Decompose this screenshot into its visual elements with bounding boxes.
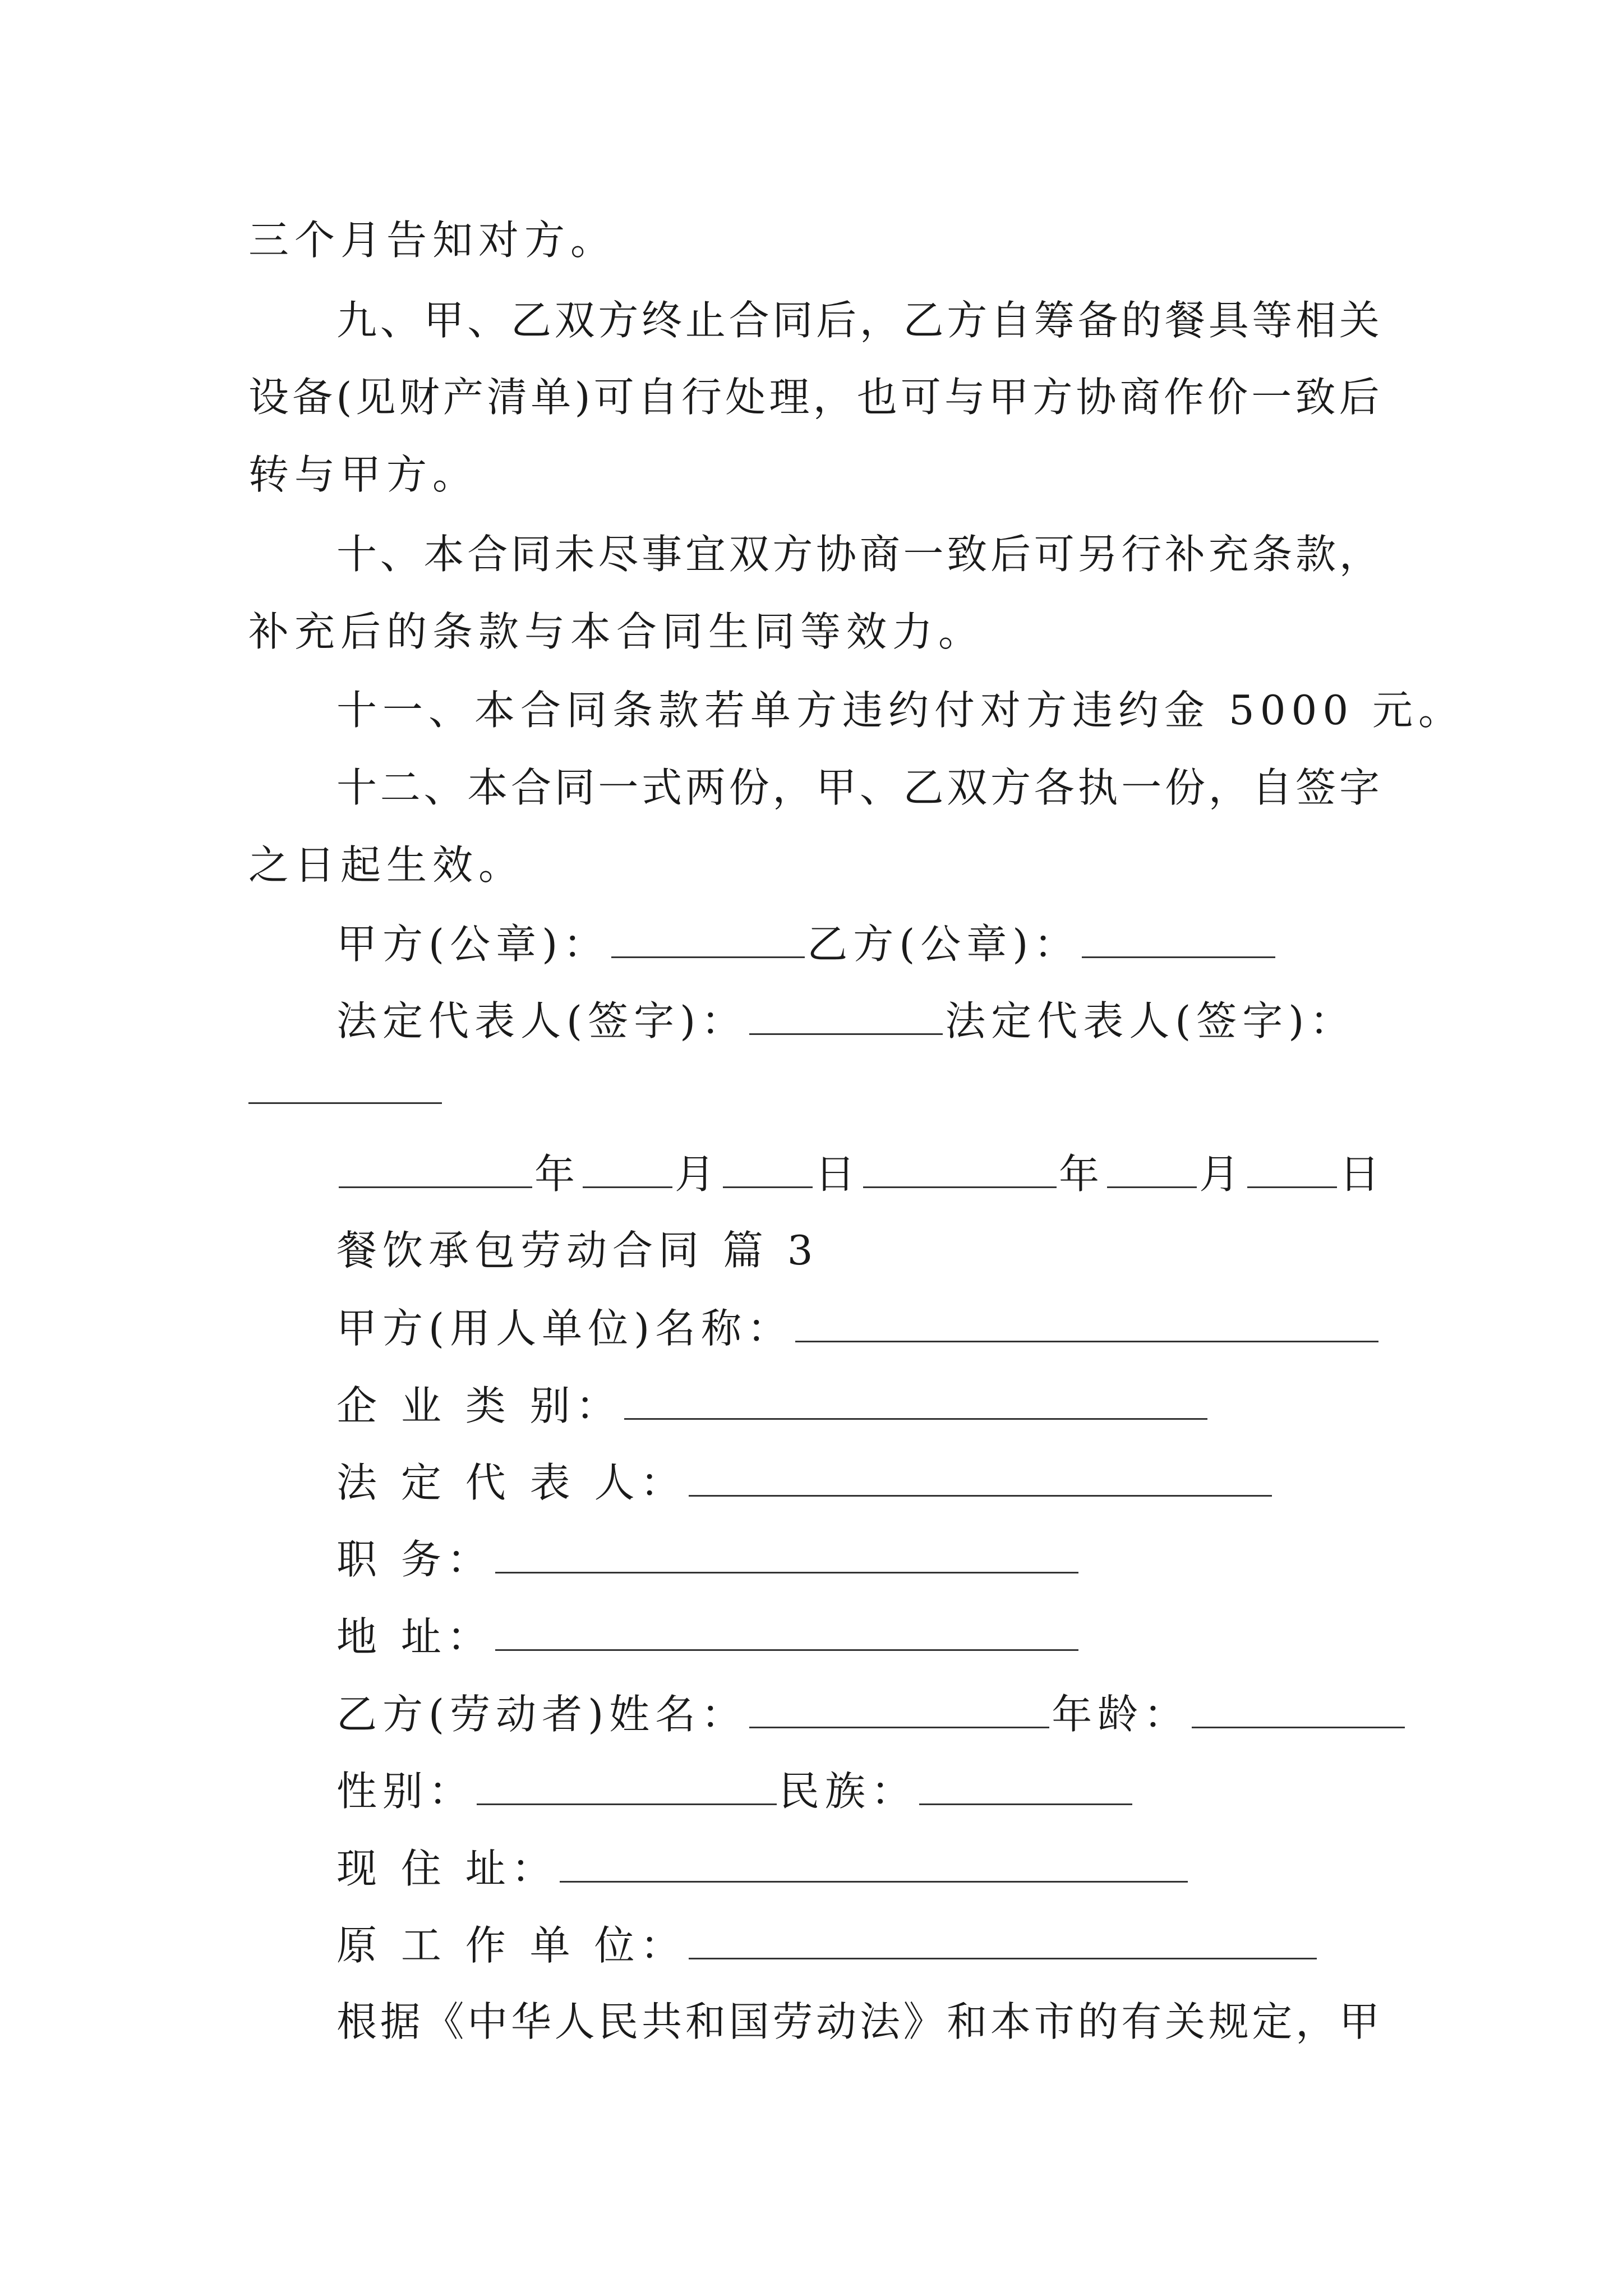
party-a-seal-label: 甲方(公章)： [336, 921, 610, 968]
employer-name-row [336, 1305, 1381, 1352]
month-blank-a [583, 1153, 672, 1188]
enterprise-type-label: 企 业 类 别： [336, 1382, 622, 1429]
clause-12-line-1: 十 二 、 本 合 同 一 式 两 份 ， 甲 、 乙 双 方 各 执 一 份 ， 自 签 字 [336, 764, 1380, 811]
basis-line: 根 据 《 中 华 人 民 共 和 国 劳 动 法 》 和 本 市 的 有 关 规 定 ， 甲 [336, 1998, 1380, 2045]
former-employer-label: 原 工 作 单 位： [336, 1922, 686, 1969]
date-row [336, 1151, 1386, 1198]
worker-name-label: 乙方(劳动者)姓名： [336, 1691, 748, 1738]
ethnicity-label: 民族： [779, 1768, 917, 1815]
age-blank [1192, 1693, 1405, 1728]
enterprise-type-row [336, 1382, 1210, 1429]
year-blank-b [863, 1153, 1057, 1188]
clause-10-line-2: 补充后的条款与本合同生同等效力。 [248, 608, 985, 655]
year-blank-a [339, 1153, 532, 1188]
year-label: 年 [534, 1151, 581, 1198]
employer-name-label: 甲方(用人单位)名称： [336, 1305, 794, 1352]
position-row [336, 1536, 1081, 1583]
month-label: 月 [675, 1151, 721, 1198]
worker-row [336, 1691, 1407, 1738]
current-address-blank [560, 1847, 1188, 1883]
position-blank [495, 1538, 1078, 1573]
rep-row [336, 997, 1356, 1045]
day-label: 日 [1339, 1151, 1386, 1198]
ethnicity-blank [919, 1770, 1132, 1805]
day-blank-b [1247, 1153, 1337, 1188]
party-b-seal-blank [1082, 923, 1275, 958]
section-title: 餐饮承包劳动合同 篇 3 [336, 1227, 819, 1274]
clause-11: 十一、本合同条款若单方违约付对方违约金 5000 元。 [336, 687, 1465, 734]
worker-name-blank [749, 1693, 1049, 1728]
gender-blank [477, 1770, 777, 1805]
clause-9-line-3: 转与甲方。 [248, 451, 479, 498]
month-label: 月 [1199, 1151, 1246, 1198]
clause-9-line-2: 设 备 ( 见 财 产 清 单 ) 可 自 行 处 理 ， 也 可 与 甲 方 协 商 作 价 一 致 后 [248, 374, 1380, 421]
party-b-seal-label: 乙方(公章)： [807, 921, 1080, 968]
current-address-row [336, 1845, 1190, 1892]
year-label: 年 [1059, 1151, 1105, 1198]
text-line: 三个月告知对方。 [248, 217, 617, 264]
age-label: 年龄： [1052, 1691, 1190, 1738]
clause-12-line-2: 之日起生效。 [248, 841, 525, 889]
day-blank-a [723, 1153, 813, 1188]
enterprise-type-blank [624, 1384, 1207, 1420]
clause-10-line-1: 十 、 本 合 同 未 尽 事 宜 双 方 协 商 一 致 后 可 另 行 补 充 条 款 ， [336, 531, 1380, 578]
rep-b-label: 法定代表人(签字)： [945, 997, 1356, 1045]
rep-a-blank [749, 1000, 943, 1035]
position-label: 职 务： [336, 1536, 493, 1583]
party-a-seal-blank [611, 923, 805, 958]
address-row [336, 1613, 1081, 1660]
former-employer-row [336, 1922, 1319, 1969]
gender-row [336, 1768, 1135, 1815]
seal-row [336, 921, 1278, 968]
employer-name-blank [795, 1307, 1378, 1342]
month-blank-b [1107, 1153, 1197, 1188]
legal-rep-row [336, 1459, 1274, 1506]
address-label: 地 址： [336, 1613, 493, 1660]
clause-9-line-1: 九 、 甲 、 乙 双 方 终 止 合 同 后 ， 乙 方 自 筹 备 的 餐 具 等 相 关 [336, 297, 1380, 344]
rep-a-label: 法定代表人(签字)： [336, 997, 748, 1045]
current-address-label: 现 住 址： [336, 1845, 557, 1892]
legal-rep-label: 法 定 代 表 人： [336, 1459, 686, 1506]
day-label: 日 [815, 1151, 861, 1198]
rep-b-blank [248, 1102, 442, 1104]
legal-rep-blank [689, 1461, 1272, 1497]
former-employer-blank [689, 1924, 1317, 1959]
gender-label: 性别： [336, 1768, 475, 1815]
address-blank [495, 1616, 1078, 1651]
